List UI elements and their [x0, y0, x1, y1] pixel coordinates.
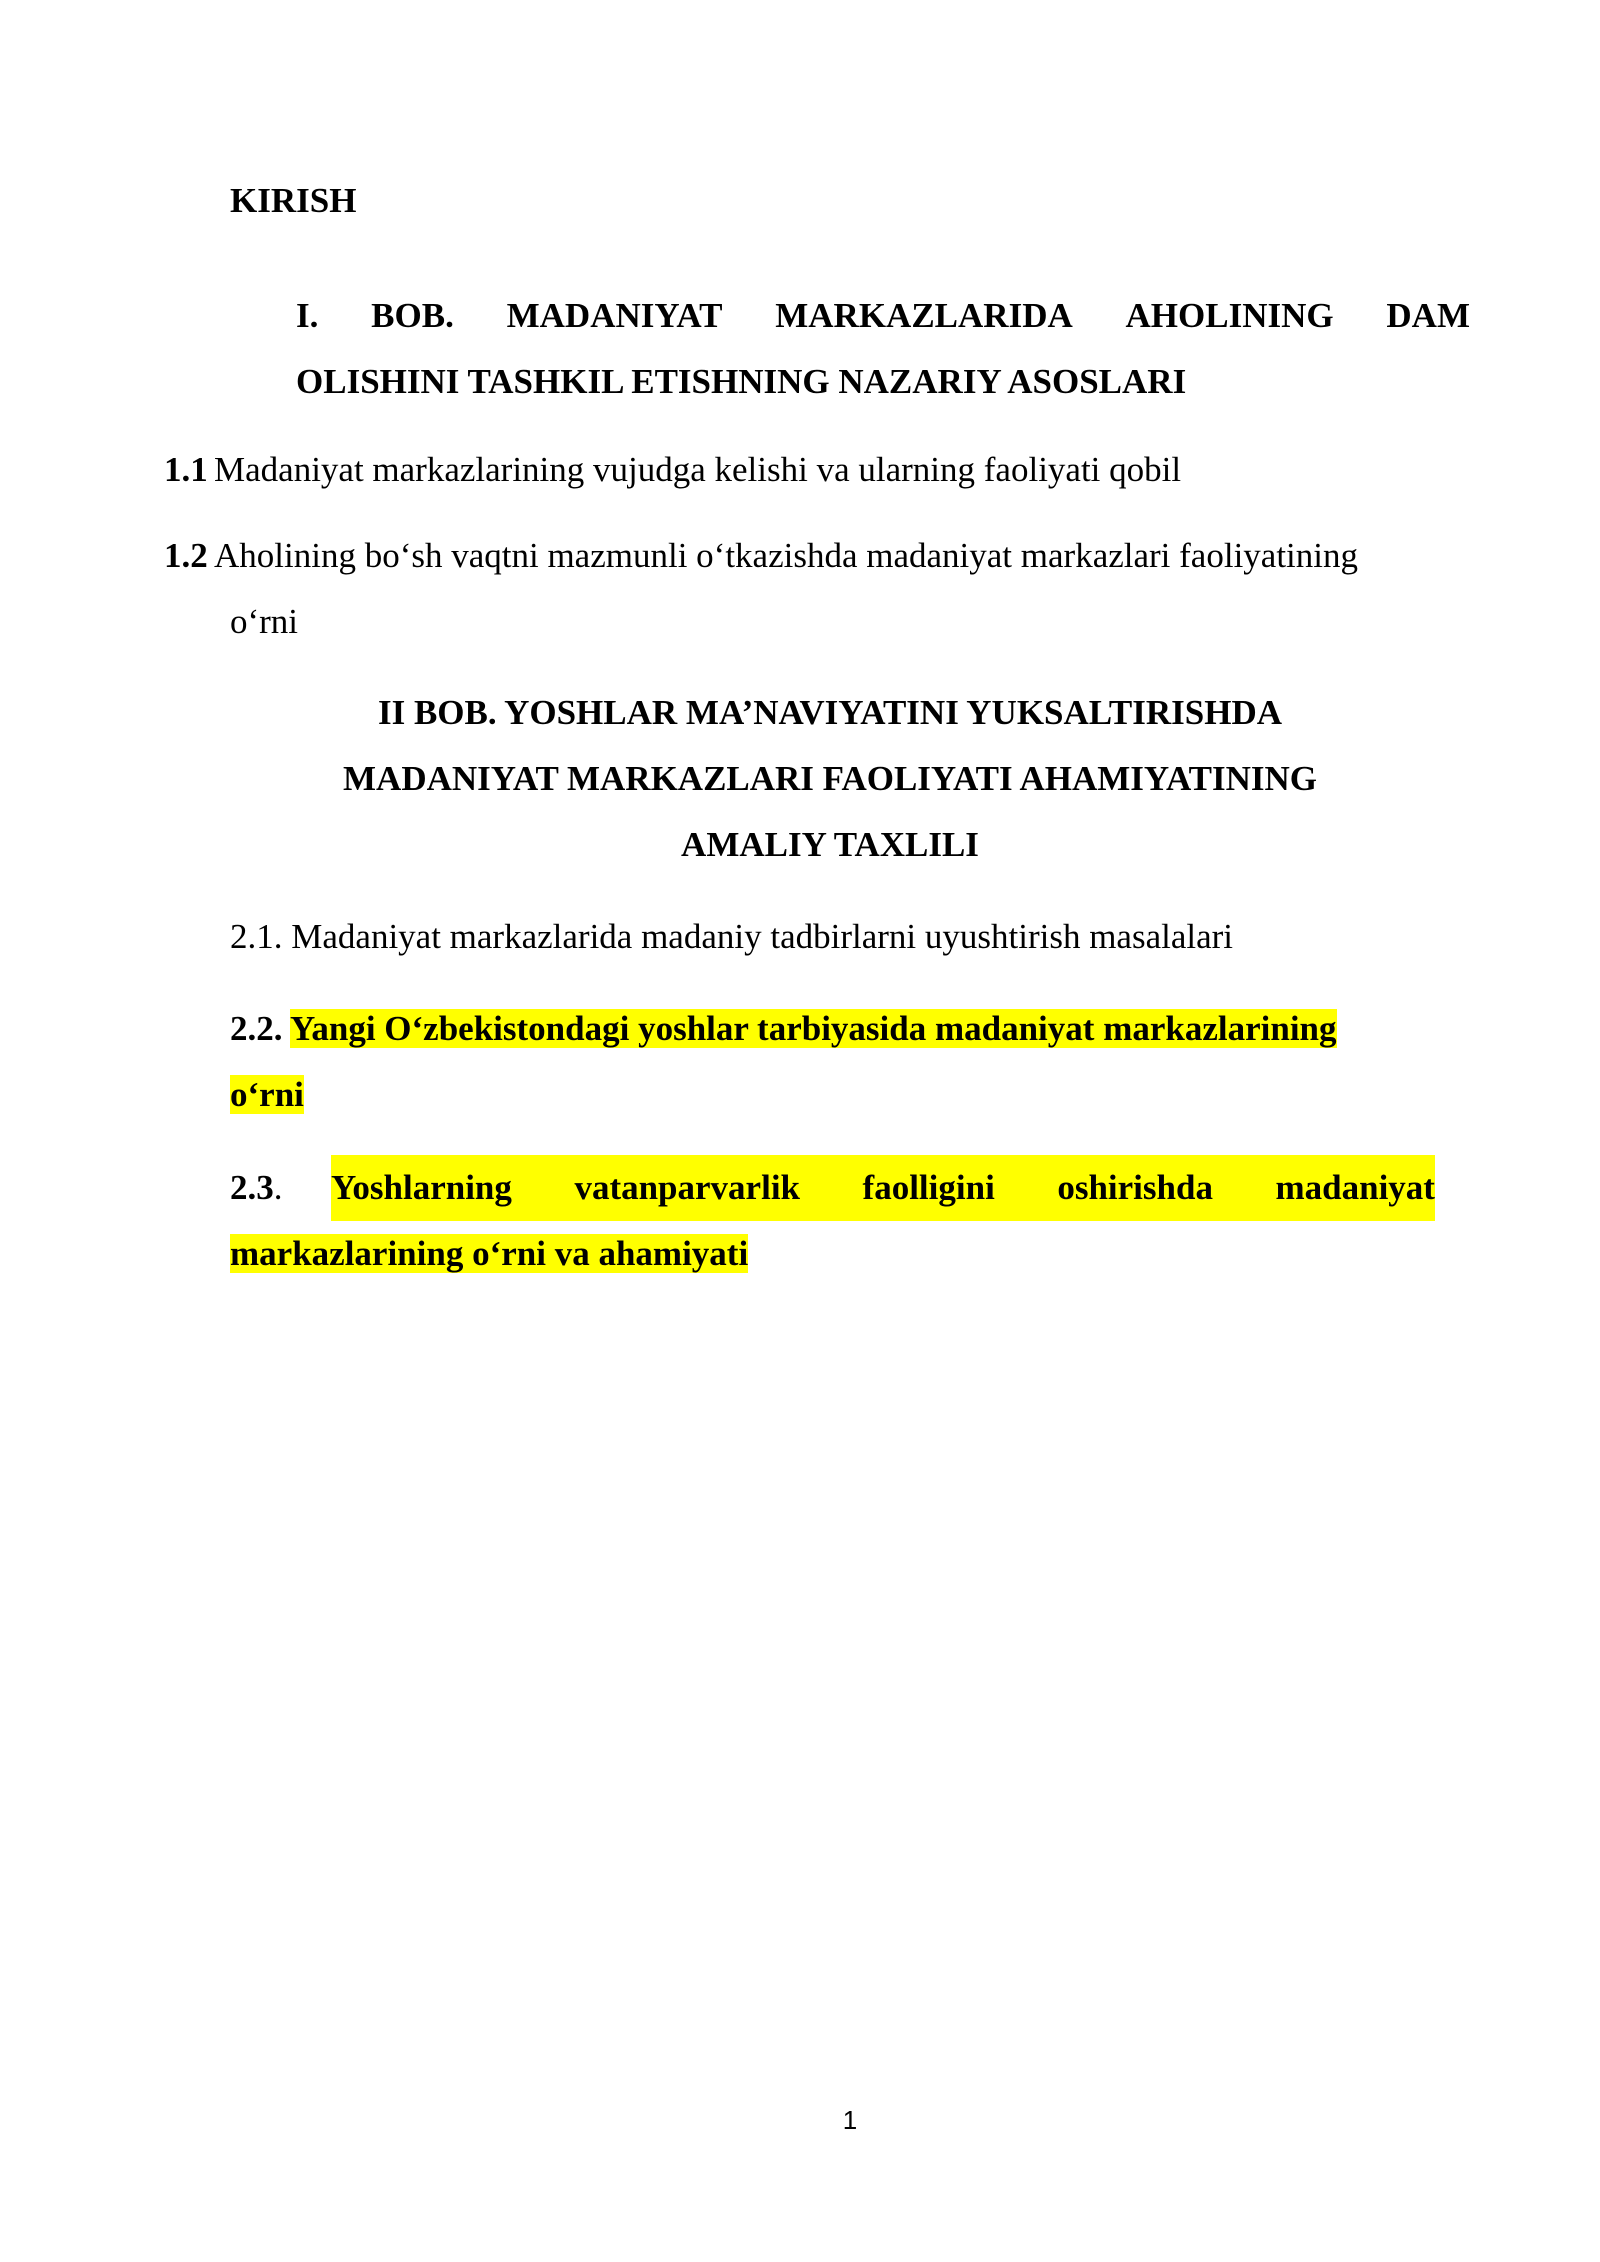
toc-entry-title: Madaniyat markazlarining vujudga kelishi va ularning faoliyati qobil	[214, 450, 1182, 489]
highlighted-word: Yoshlarning	[331, 1168, 512, 1207]
chapter1-heading-line2: OLISHINI TASHKIL ETISHNING NAZARIY ASOSLARI	[296, 362, 1187, 401]
chapter2-heading-line3: AMALIY TAXLILI	[681, 825, 979, 864]
highlighted-title: o‘rni	[230, 1075, 304, 1114]
toc-entry-2-2	[230, 996, 1337, 1062]
chapter1-heading-line1	[296, 283, 1470, 349]
toc-entry-dot: .	[273, 1168, 283, 1207]
chapter1-word: AHOLINING	[1125, 296, 1334, 335]
chapter1-word: BOB.	[371, 296, 454, 335]
page-number: 1	[842, 2105, 858, 2135]
toc-entry-1-2	[164, 523, 1358, 589]
highlighted-title: markazlarining o‘rni va ahamiyati	[230, 1234, 749, 1273]
toc-entry-2-1: 2.1. Madaniyat markazlarida madaniy tadbirlarni uyushtirish masalalari	[230, 917, 1234, 956]
toc-entry-2-3-number	[230, 1155, 283, 1221]
toc-entry-number: 1.1	[164, 450, 208, 489]
chapter2-heading-line2: MADANIYAT MARKAZLARI FAOLIYATI AHAMIYATINING	[343, 759, 1317, 798]
highlighted-word: vatanparvarlik	[574, 1168, 801, 1207]
toc-entry-number: 1.2	[164, 536, 208, 575]
toc-entry-1-1	[164, 437, 1181, 503]
toc-entry-title: Aholining bo‘sh vaqtni mazmunli o‘tkazishda madaniyat markazlari faoliyatining	[214, 536, 1358, 575]
highlighted-word: madaniyat	[1275, 1168, 1435, 1207]
highlighted-word: oshirishda	[1057, 1168, 1213, 1207]
toc-entry-2-3-line1	[331, 1155, 1435, 1221]
toc-entry-2-2-continuation	[230, 1062, 304, 1128]
highlighted-word: faolligini	[862, 1168, 995, 1207]
chapter1-word: DAM	[1386, 296, 1470, 335]
toc-entry-2-3-continuation	[230, 1221, 748, 1287]
intro-heading: KIRISH	[230, 181, 357, 220]
chapter2-heading-line1: II BOB. YOSHLAR MA’NAVIYATINI YUKSALTIRISHDA	[377, 693, 1283, 732]
highlighted-title: Yangi O‘zbekistondagi yoshlar tarbiyasida madaniyat markazlarining	[289, 1009, 1337, 1048]
toc-entry-1-2-continuation: o‘rni	[230, 602, 299, 641]
toc-entry-number: 2.2.	[230, 1009, 283, 1048]
chapter1-word: MARKAZLARIDA	[775, 296, 1073, 335]
chapter1-word: I.	[296, 296, 319, 335]
chapter1-word: MADANIYAT	[506, 296, 723, 335]
toc-entry-number: 2.3	[230, 1168, 274, 1207]
